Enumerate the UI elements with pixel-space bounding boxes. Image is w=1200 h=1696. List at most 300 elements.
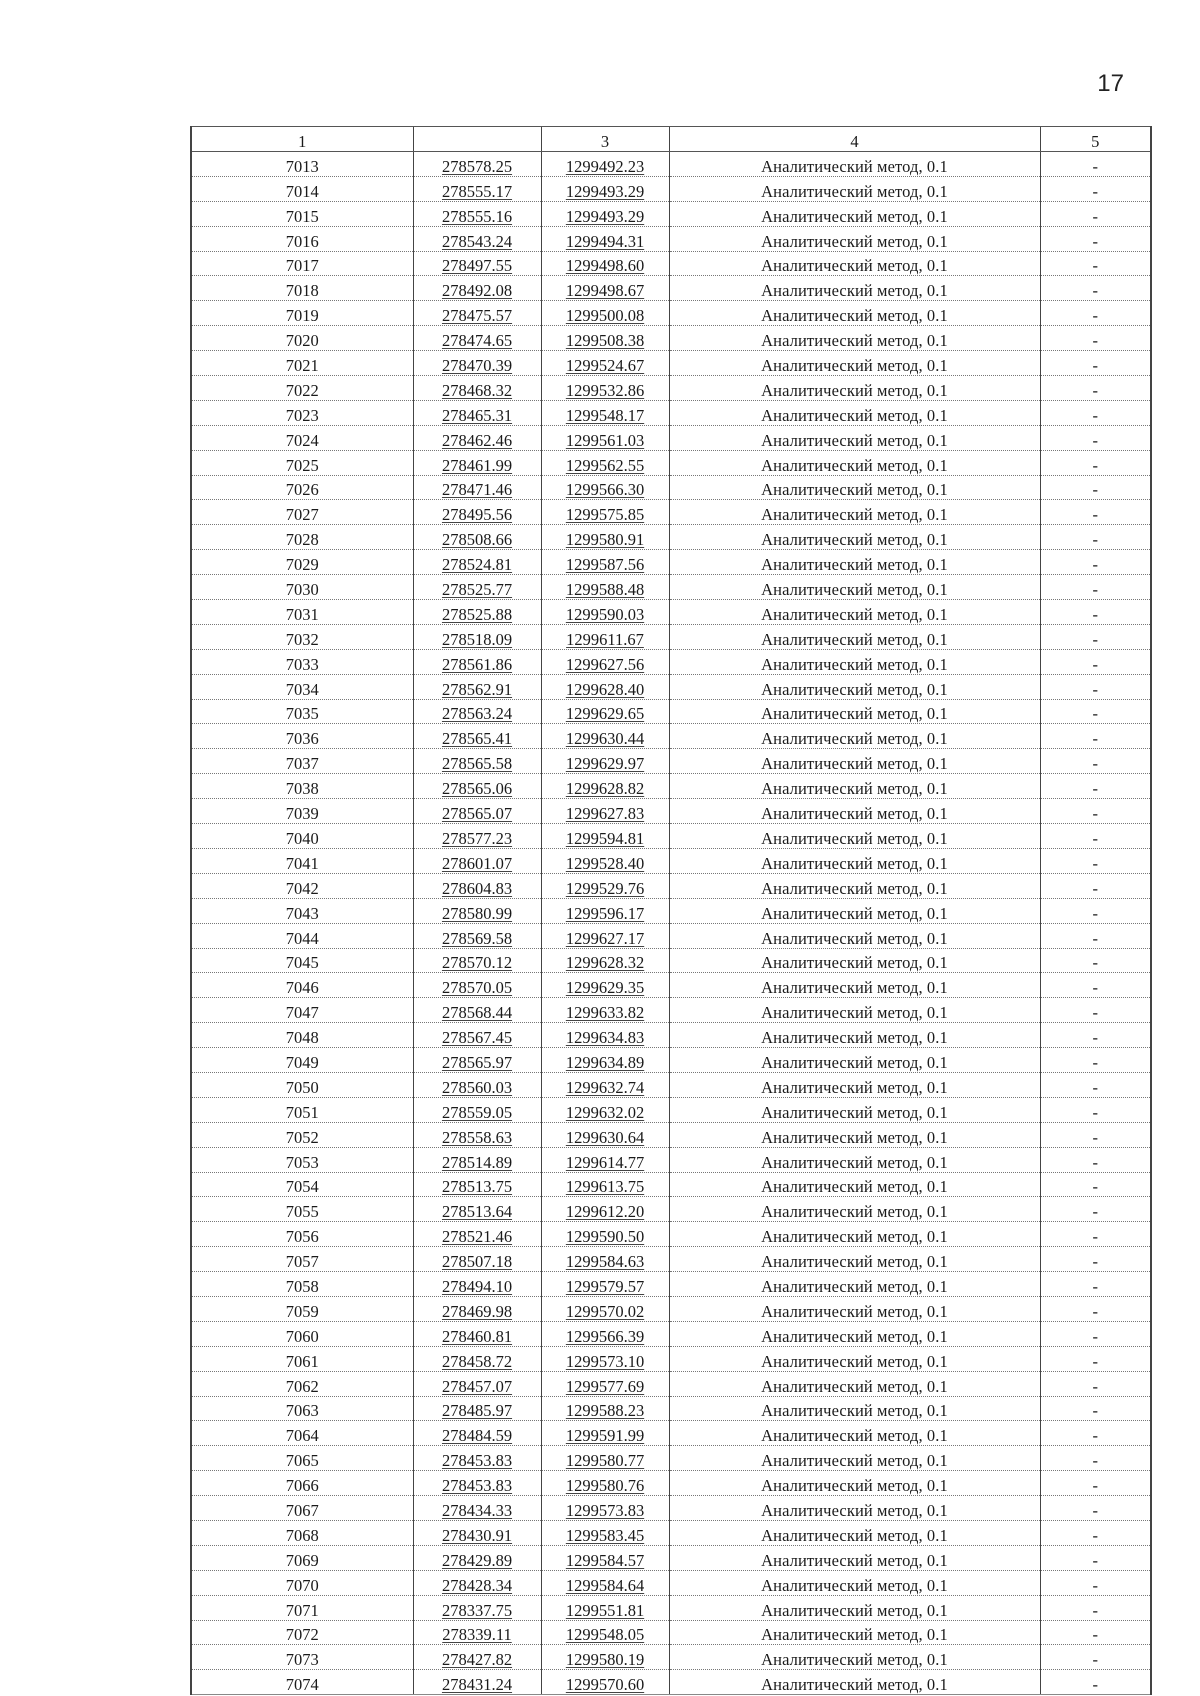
- cell-note: -: [1040, 1023, 1151, 1048]
- table-row: [191, 1446, 1151, 1471]
- cell-coord-x: 278471.46: [413, 475, 541, 500]
- table-row: [191, 1346, 1151, 1371]
- cell-coord-x: 278492.08: [413, 276, 541, 301]
- cell-coord-x: 278494.10: [413, 1272, 541, 1297]
- cell-point-number: 7032: [191, 624, 413, 649]
- cell-coord-x: 278470.39: [413, 351, 541, 376]
- cell-note: -: [1040, 1296, 1151, 1321]
- table-row: [191, 1296, 1151, 1321]
- table-row: [191, 1670, 1151, 1695]
- cell-coord-y: 1299551.81: [541, 1595, 669, 1620]
- cell-method-accuracy: Аналитический метод, 0.1: [669, 152, 1040, 177]
- cell-method-accuracy: Аналитический метод, 0.1: [669, 226, 1040, 251]
- cell-method-accuracy: Аналитический метод, 0.1: [669, 774, 1040, 799]
- cell-point-number: 7051: [191, 1097, 413, 1122]
- cell-method-accuracy: Аналитический метод, 0.1: [669, 176, 1040, 201]
- cell-coord-x: 278497.55: [413, 251, 541, 276]
- cell-coord-y: 1299494.31: [541, 226, 669, 251]
- table-row: [191, 1097, 1151, 1122]
- cell-coord-x: 278461.99: [413, 450, 541, 475]
- cell-coord-y: 1299579.57: [541, 1272, 669, 1297]
- cell-coord-x: 278431.24: [413, 1670, 541, 1695]
- cell-coord-y: 1299629.35: [541, 973, 669, 998]
- cell-coord-x: 278513.64: [413, 1197, 541, 1222]
- cell-point-number: 7054: [191, 1172, 413, 1197]
- cell-coord-x: 278339.11: [413, 1620, 541, 1645]
- cell-note: -: [1040, 1545, 1151, 1570]
- cell-method-accuracy: Аналитический метод, 0.1: [669, 475, 1040, 500]
- cell-coord-y: 1299633.82: [541, 998, 669, 1023]
- cell-method-accuracy: Аналитический метод, 0.1: [669, 1346, 1040, 1371]
- cell-method-accuracy: Аналитический метод, 0.1: [669, 1247, 1040, 1272]
- cell-coord-y: 1299580.76: [541, 1471, 669, 1496]
- table-row: [191, 1570, 1151, 1595]
- cell-coord-x: 278514.89: [413, 1147, 541, 1172]
- cell-method-accuracy: Аналитический метод, 0.1: [669, 1197, 1040, 1222]
- cell-note: -: [1040, 1147, 1151, 1172]
- cell-coord-y: 1299529.76: [541, 873, 669, 898]
- cell-method-accuracy: Аналитический метод, 0.1: [669, 624, 1040, 649]
- cell-coord-x: 278507.18: [413, 1247, 541, 1272]
- cell-point-number: 7069: [191, 1545, 413, 1570]
- cell-coord-x: 278604.83: [413, 873, 541, 898]
- cell-note: -: [1040, 376, 1151, 401]
- cell-coord-y: 1299627.83: [541, 799, 669, 824]
- cell-note: -: [1040, 1471, 1151, 1496]
- cell-coord-x: 278570.12: [413, 948, 541, 973]
- cell-method-accuracy: Аналитический метод, 0.1: [669, 724, 1040, 749]
- cell-coord-y: 1299628.82: [541, 774, 669, 799]
- table-body: [191, 152, 1151, 1695]
- cell-method-accuracy: Аналитический метод, 0.1: [669, 1545, 1040, 1570]
- cell-point-number: 7073: [191, 1645, 413, 1670]
- table-row: [191, 1396, 1151, 1421]
- cell-point-number: 7066: [191, 1471, 413, 1496]
- cell-coord-y: 1299629.97: [541, 749, 669, 774]
- cell-coord-y: 1299630.44: [541, 724, 669, 749]
- table-row: [191, 824, 1151, 849]
- cell-coord-y: 1299628.32: [541, 948, 669, 973]
- cell-note: -: [1040, 475, 1151, 500]
- cell-note: -: [1040, 550, 1151, 575]
- cell-coord-x: 278565.06: [413, 774, 541, 799]
- cell-note: -: [1040, 1446, 1151, 1471]
- cell-method-accuracy: Аналитический метод, 0.1: [669, 600, 1040, 625]
- table-row: [191, 1172, 1151, 1197]
- cell-coord-x: 278495.56: [413, 500, 541, 525]
- cell-coord-x: 278453.83: [413, 1446, 541, 1471]
- table-row: [191, 724, 1151, 749]
- header-row: [191, 127, 1151, 152]
- cell-note: -: [1040, 973, 1151, 998]
- cell-method-accuracy: Аналитический метод, 0.1: [669, 923, 1040, 948]
- cell-coord-y: 1299580.91: [541, 525, 669, 550]
- cell-point-number: 7023: [191, 400, 413, 425]
- header-col-5: 5: [1040, 127, 1151, 152]
- cell-coord-y: 1299613.75: [541, 1172, 669, 1197]
- cell-point-number: 7020: [191, 326, 413, 351]
- cell-note: -: [1040, 1048, 1151, 1073]
- table-row: [191, 326, 1151, 351]
- table-row: [191, 1072, 1151, 1097]
- table-row: [191, 525, 1151, 550]
- cell-method-accuracy: Аналитический метод, 0.1: [669, 376, 1040, 401]
- cell-note: -: [1040, 276, 1151, 301]
- cell-coord-x: 278337.75: [413, 1595, 541, 1620]
- table-row: [191, 1048, 1151, 1073]
- cell-point-number: 7030: [191, 575, 413, 600]
- cell-coord-x: 278460.81: [413, 1321, 541, 1346]
- coordinates-table-container: [190, 126, 1150, 1695]
- cell-coord-x: 278580.99: [413, 898, 541, 923]
- cell-note: -: [1040, 649, 1151, 674]
- cell-point-number: 7039: [191, 799, 413, 824]
- cell-method-accuracy: Аналитический метод, 0.1: [669, 251, 1040, 276]
- cell-coord-x: 278485.97: [413, 1396, 541, 1421]
- cell-coord-x: 278570.05: [413, 973, 541, 998]
- cell-coord-y: 1299493.29: [541, 201, 669, 226]
- cell-point-number: 7056: [191, 1222, 413, 1247]
- cell-coord-x: 278462.46: [413, 425, 541, 450]
- cell-method-accuracy: Аналитический метод, 0.1: [669, 699, 1040, 724]
- cell-coord-x: 278558.63: [413, 1122, 541, 1147]
- cell-coord-x: 278518.09: [413, 624, 541, 649]
- cell-method-accuracy: Аналитический метод, 0.1: [669, 400, 1040, 425]
- cell-note: -: [1040, 1172, 1151, 1197]
- table-row: [191, 923, 1151, 948]
- table-row: [191, 251, 1151, 276]
- cell-point-number: 7019: [191, 301, 413, 326]
- cell-method-accuracy: Аналитический метод, 0.1: [669, 550, 1040, 575]
- cell-coord-y: 1299580.19: [541, 1645, 669, 1670]
- cell-point-number: 7043: [191, 898, 413, 923]
- table-row: [191, 973, 1151, 998]
- cell-note: -: [1040, 799, 1151, 824]
- cell-method-accuracy: Аналитический метод, 0.1: [669, 1396, 1040, 1421]
- cell-note: -: [1040, 600, 1151, 625]
- cell-method-accuracy: Аналитический метод, 0.1: [669, 301, 1040, 326]
- cell-coord-y: 1299566.39: [541, 1321, 669, 1346]
- cell-method-accuracy: Аналитический метод, 0.1: [669, 1222, 1040, 1247]
- cell-method-accuracy: Аналитический метод, 0.1: [669, 1670, 1040, 1695]
- cell-point-number: 7038: [191, 774, 413, 799]
- table-row: [191, 1496, 1151, 1521]
- cell-coord-x: 278434.33: [413, 1496, 541, 1521]
- cell-method-accuracy: Аналитический метод, 0.1: [669, 326, 1040, 351]
- cell-coord-x: 278567.45: [413, 1023, 541, 1048]
- cell-coord-y: 1299492.23: [541, 152, 669, 177]
- cell-coord-y: 1299612.20: [541, 1197, 669, 1222]
- table-row: [191, 600, 1151, 625]
- cell-note: -: [1040, 351, 1151, 376]
- cell-note: -: [1040, 400, 1151, 425]
- table-row: [191, 699, 1151, 724]
- cell-coord-y: 1299630.64: [541, 1122, 669, 1147]
- cell-coord-x: 278601.07: [413, 848, 541, 873]
- cell-point-number: 7062: [191, 1371, 413, 1396]
- table-row: [191, 176, 1151, 201]
- cell-method-accuracy: Аналитический метод, 0.1: [669, 276, 1040, 301]
- cell-method-accuracy: Аналитический метод, 0.1: [669, 898, 1040, 923]
- header-col-2: [413, 127, 541, 152]
- cell-coord-y: 1299498.60: [541, 251, 669, 276]
- cell-coord-x: 278555.17: [413, 176, 541, 201]
- cell-method-accuracy: Аналитический метод, 0.1: [669, 1122, 1040, 1147]
- table-row: [191, 500, 1151, 525]
- cell-point-number: 7055: [191, 1197, 413, 1222]
- cell-method-accuracy: Аналитический метод, 0.1: [669, 873, 1040, 898]
- cell-note: -: [1040, 824, 1151, 849]
- cell-note: -: [1040, 1097, 1151, 1122]
- cell-coord-x: 278524.81: [413, 550, 541, 575]
- table-row: [191, 898, 1151, 923]
- cell-note: -: [1040, 998, 1151, 1023]
- cell-coord-x: 278563.24: [413, 699, 541, 724]
- cell-method-accuracy: Аналитический метод, 0.1: [669, 1023, 1040, 1048]
- cell-note: -: [1040, 251, 1151, 276]
- cell-coord-x: 278475.57: [413, 301, 541, 326]
- cell-note: -: [1040, 1122, 1151, 1147]
- table-row: [191, 873, 1151, 898]
- cell-note: -: [1040, 1247, 1151, 1272]
- cell-method-accuracy: Аналитический метод, 0.1: [669, 1421, 1040, 1446]
- cell-coord-x: 278559.05: [413, 1097, 541, 1122]
- cell-coord-y: 1299548.05: [541, 1620, 669, 1645]
- cell-method-accuracy: Аналитический метод, 0.1: [669, 575, 1040, 600]
- cell-point-number: 7035: [191, 699, 413, 724]
- cell-point-number: 7021: [191, 351, 413, 376]
- cell-coord-x: 278521.46: [413, 1222, 541, 1247]
- cell-method-accuracy: Аналитический метод, 0.1: [669, 1446, 1040, 1471]
- table-row: [191, 649, 1151, 674]
- cell-method-accuracy: Аналитический метод, 0.1: [669, 500, 1040, 525]
- cell-point-number: 7063: [191, 1396, 413, 1421]
- cell-coord-y: 1299634.83: [541, 1023, 669, 1048]
- table-row: [191, 674, 1151, 699]
- cell-point-number: 7057: [191, 1247, 413, 1272]
- table-row: [191, 1595, 1151, 1620]
- cell-point-number: 7013: [191, 152, 413, 177]
- cell-point-number: 7071: [191, 1595, 413, 1620]
- cell-note: -: [1040, 1520, 1151, 1545]
- cell-point-number: 7060: [191, 1321, 413, 1346]
- table-row: [191, 998, 1151, 1023]
- cell-note: -: [1040, 525, 1151, 550]
- header-col-1: 1: [191, 127, 413, 152]
- cell-note: -: [1040, 624, 1151, 649]
- cell-point-number: 7037: [191, 749, 413, 774]
- table-row: [191, 1197, 1151, 1222]
- cell-point-number: 7040: [191, 824, 413, 849]
- cell-method-accuracy: Аналитический метод, 0.1: [669, 1172, 1040, 1197]
- cell-note: -: [1040, 1570, 1151, 1595]
- table-row: [191, 450, 1151, 475]
- cell-point-number: 7046: [191, 973, 413, 998]
- cell-method-accuracy: Аналитический метод, 0.1: [669, 973, 1040, 998]
- cell-point-number: 7067: [191, 1496, 413, 1521]
- cell-method-accuracy: Аналитический метод, 0.1: [669, 1570, 1040, 1595]
- table-row: [191, 1147, 1151, 1172]
- cell-method-accuracy: Аналитический метод, 0.1: [669, 749, 1040, 774]
- cell-note: -: [1040, 898, 1151, 923]
- table-row: [191, 1247, 1151, 1272]
- cell-point-number: 7027: [191, 500, 413, 525]
- cell-point-number: 7042: [191, 873, 413, 898]
- cell-note: -: [1040, 500, 1151, 525]
- cell-point-number: 7064: [191, 1421, 413, 1446]
- cell-coord-y: 1299594.81: [541, 824, 669, 849]
- table-row: [191, 1272, 1151, 1297]
- cell-method-accuracy: Аналитический метод, 0.1: [669, 1147, 1040, 1172]
- cell-coord-x: 278525.77: [413, 575, 541, 600]
- table-row: [191, 1023, 1151, 1048]
- cell-point-number: 7048: [191, 1023, 413, 1048]
- cell-method-accuracy: Аналитический метод, 0.1: [669, 450, 1040, 475]
- cell-coord-y: 1299627.17: [541, 923, 669, 948]
- cell-coord-y: 1299524.67: [541, 351, 669, 376]
- cell-point-number: 7017: [191, 251, 413, 276]
- cell-note: -: [1040, 848, 1151, 873]
- cell-note: -: [1040, 1396, 1151, 1421]
- cell-coord-y: 1299611.67: [541, 624, 669, 649]
- cell-note: -: [1040, 923, 1151, 948]
- cell-point-number: 7022: [191, 376, 413, 401]
- cell-coord-y: 1299500.08: [541, 301, 669, 326]
- cell-method-accuracy: Аналитический метод, 0.1: [669, 948, 1040, 973]
- cell-coord-y: 1299591.99: [541, 1421, 669, 1446]
- cell-note: -: [1040, 1371, 1151, 1396]
- cell-point-number: 7052: [191, 1122, 413, 1147]
- cell-coord-y: 1299634.89: [541, 1048, 669, 1073]
- cell-coord-y: 1299493.29: [541, 176, 669, 201]
- cell-method-accuracy: Аналитический метод, 0.1: [669, 998, 1040, 1023]
- cell-coord-x: 278569.58: [413, 923, 541, 948]
- cell-method-accuracy: Аналитический метод, 0.1: [669, 824, 1040, 849]
- cell-note: -: [1040, 301, 1151, 326]
- cell-coord-x: 278568.44: [413, 998, 541, 1023]
- cell-note: -: [1040, 1496, 1151, 1521]
- cell-method-accuracy: Аналитический метод, 0.1: [669, 1321, 1040, 1346]
- cell-point-number: 7041: [191, 848, 413, 873]
- cell-coord-x: 278565.58: [413, 749, 541, 774]
- cell-note: -: [1040, 1072, 1151, 1097]
- header-col-4: 4: [669, 127, 1040, 152]
- cell-note: -: [1040, 1645, 1151, 1670]
- cell-point-number: 7036: [191, 724, 413, 749]
- cell-coord-x: 278468.32: [413, 376, 541, 401]
- cell-coord-x: 278428.34: [413, 1570, 541, 1595]
- cell-coord-x: 278484.59: [413, 1421, 541, 1446]
- cell-coord-x: 278469.98: [413, 1296, 541, 1321]
- cell-point-number: 7061: [191, 1346, 413, 1371]
- cell-point-number: 7045: [191, 948, 413, 973]
- cell-note: -: [1040, 1222, 1151, 1247]
- cell-note: -: [1040, 176, 1151, 201]
- cell-coord-y: 1299584.57: [541, 1545, 669, 1570]
- cell-coord-x: 278561.86: [413, 649, 541, 674]
- table-row: [191, 624, 1151, 649]
- cell-method-accuracy: Аналитический метод, 0.1: [669, 1496, 1040, 1521]
- cell-coord-x: 278474.65: [413, 326, 541, 351]
- table-row: [191, 1620, 1151, 1645]
- cell-coord-x: 278560.03: [413, 1072, 541, 1097]
- cell-coord-x: 278457.07: [413, 1371, 541, 1396]
- cell-method-accuracy: Аналитический метод, 0.1: [669, 525, 1040, 550]
- table-row: [191, 301, 1151, 326]
- coordinates-table: [190, 126, 1152, 1695]
- cell-point-number: 7058: [191, 1272, 413, 1297]
- cell-coord-y: 1299575.85: [541, 500, 669, 525]
- cell-note: -: [1040, 575, 1151, 600]
- cell-point-number: 7053: [191, 1147, 413, 1172]
- cell-note: -: [1040, 1272, 1151, 1297]
- table-row: [191, 575, 1151, 600]
- table-row: [191, 799, 1151, 824]
- cell-coord-y: 1299584.63: [541, 1247, 669, 1272]
- cell-note: -: [1040, 1321, 1151, 1346]
- table-row: [191, 201, 1151, 226]
- cell-note: -: [1040, 1595, 1151, 1620]
- cell-coord-x: 278555.16: [413, 201, 541, 226]
- cell-coord-y: 1299561.03: [541, 425, 669, 450]
- cell-coord-y: 1299532.86: [541, 376, 669, 401]
- cell-coord-y: 1299562.55: [541, 450, 669, 475]
- header-col-3: 3: [541, 127, 669, 152]
- cell-point-number: 7059: [191, 1296, 413, 1321]
- cell-method-accuracy: Аналитический метод, 0.1: [669, 425, 1040, 450]
- cell-note: -: [1040, 873, 1151, 898]
- cell-coord-y: 1299583.45: [541, 1520, 669, 1545]
- cell-coord-y: 1299573.83: [541, 1496, 669, 1521]
- cell-coord-y: 1299508.38: [541, 326, 669, 351]
- table-row: [191, 550, 1151, 575]
- table-row: [191, 1520, 1151, 1545]
- cell-method-accuracy: Аналитический метод, 0.1: [669, 351, 1040, 376]
- cell-coord-y: 1299573.10: [541, 1346, 669, 1371]
- cell-coord-y: 1299590.03: [541, 600, 669, 625]
- cell-coord-y: 1299588.48: [541, 575, 669, 600]
- cell-note: -: [1040, 1670, 1151, 1695]
- cell-point-number: 7024: [191, 425, 413, 450]
- cell-point-number: 7028: [191, 525, 413, 550]
- cell-coord-x: 278458.72: [413, 1346, 541, 1371]
- cell-coord-y: 1299632.02: [541, 1097, 669, 1122]
- cell-point-number: 7049: [191, 1048, 413, 1073]
- cell-note: -: [1040, 749, 1151, 774]
- cell-method-accuracy: Аналитический метод, 0.1: [669, 1371, 1040, 1396]
- cell-point-number: 7033: [191, 649, 413, 674]
- cell-method-accuracy: Аналитический метод, 0.1: [669, 1072, 1040, 1097]
- cell-method-accuracy: Аналитический метод, 0.1: [669, 1272, 1040, 1297]
- table-row: [191, 376, 1151, 401]
- cell-method-accuracy: Аналитический метод, 0.1: [669, 1471, 1040, 1496]
- cell-note: -: [1040, 1421, 1151, 1446]
- cell-coord-x: 278508.66: [413, 525, 541, 550]
- cell-note: -: [1040, 724, 1151, 749]
- page-number: 17: [1097, 70, 1124, 97]
- table-row: [191, 425, 1151, 450]
- table-row: [191, 226, 1151, 251]
- cell-note: -: [1040, 450, 1151, 475]
- cell-method-accuracy: Аналитический метод, 0.1: [669, 1620, 1040, 1645]
- cell-method-accuracy: Аналитический метод, 0.1: [669, 649, 1040, 674]
- cell-point-number: 7034: [191, 674, 413, 699]
- cell-point-number: 7050: [191, 1072, 413, 1097]
- table-row: [191, 276, 1151, 301]
- cell-method-accuracy: Аналитический метод, 0.1: [669, 848, 1040, 873]
- table-row: [191, 1122, 1151, 1147]
- cell-note: -: [1040, 425, 1151, 450]
